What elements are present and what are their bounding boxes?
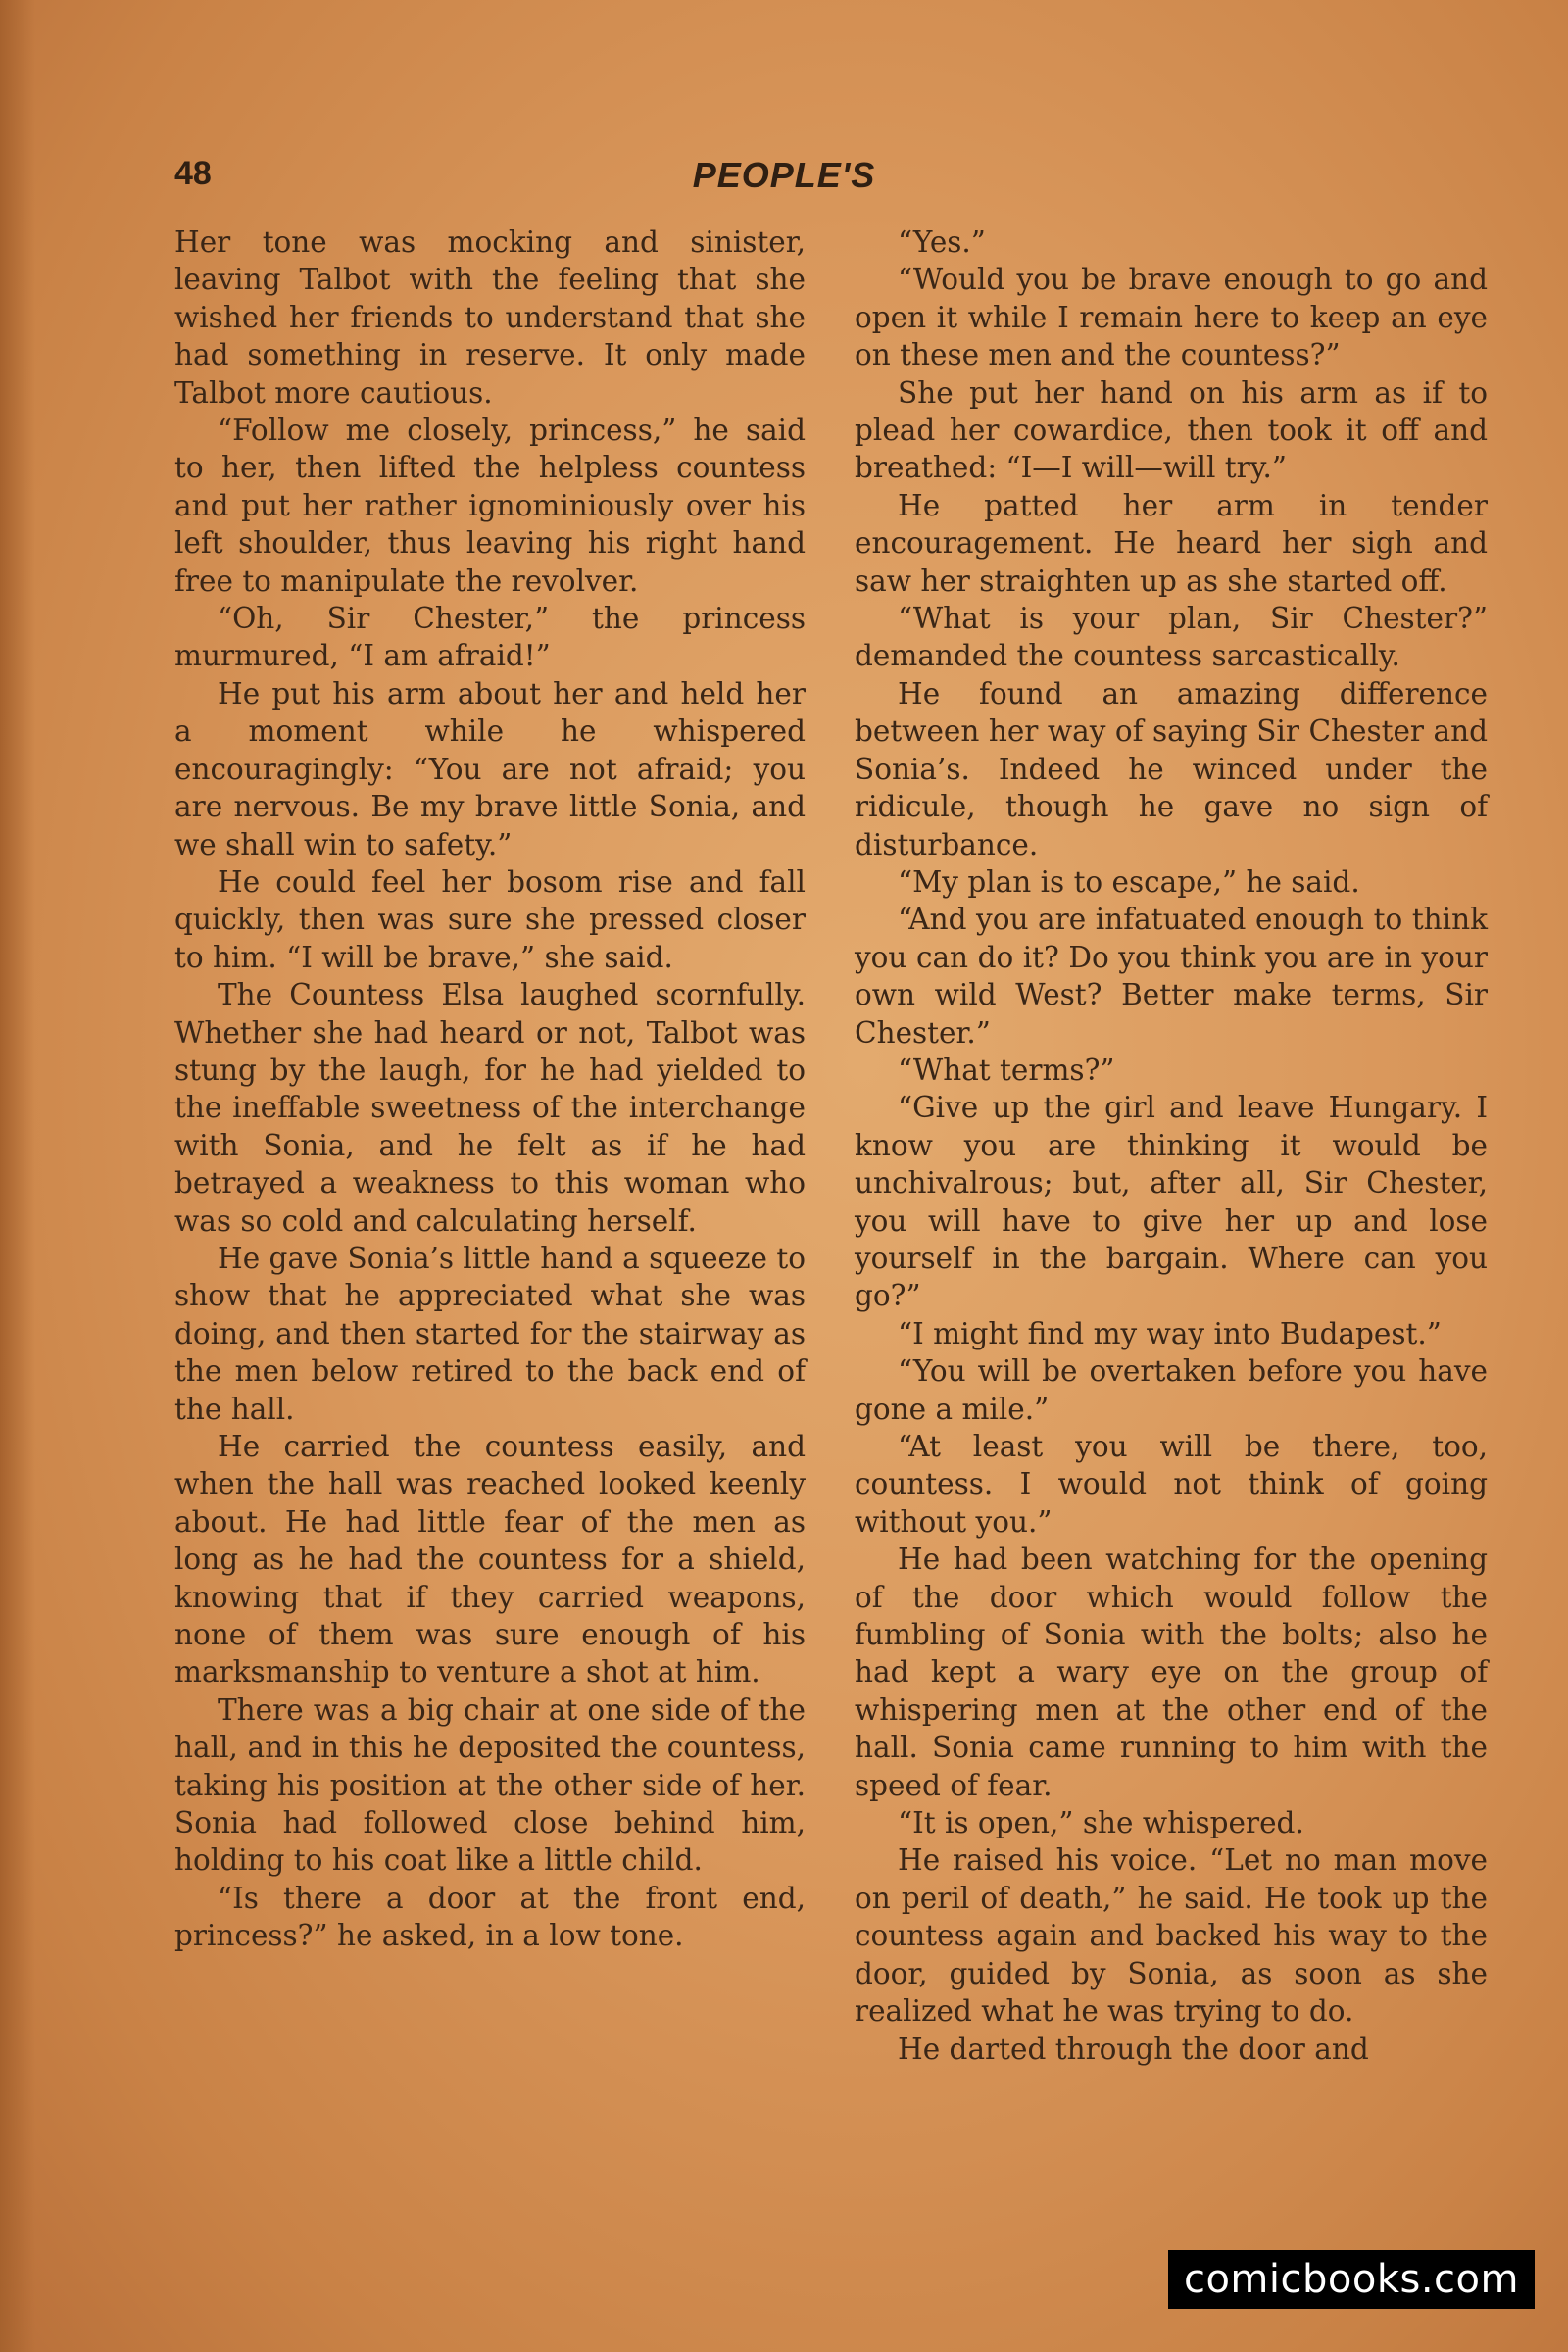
paragraph: “Is there a door at the front end, princess?” he asked, in a low tone. bbox=[174, 1881, 806, 1953]
paragraph: He could feel her bosom rise and fall quickly, then was sure she pressed closer to him. “I will be brave,” she said. bbox=[174, 864, 806, 974]
paragraph: He raised his voice. “Let no man move on peril of death,” he said. He took up the countess again and backed his way to the door, guided by Sonia, as soon as she realized what he was trying to do. bbox=[855, 1843, 1488, 2029]
paragraph: “My plan is to escape,” he said. bbox=[898, 864, 1360, 899]
paragraph: The Countess Elsa laughed scornfully. Whether she had heard or not, Talbot was stung by the laugh, for he had yielded to the ineffable sweetness of the interchange with Sonia, and he felt as if he had betrayed a weakness to this woman who was so cold and calculating herself. bbox=[174, 978, 806, 1238]
right-column bbox=[855, 223, 1488, 2068]
page-edge-shadow bbox=[0, 0, 35, 2352]
paragraph: He patted her arm in tender encouragement. He heard her sigh and saw her straighten up as she started off. bbox=[855, 488, 1488, 598]
paragraph: “What terms?” bbox=[898, 1053, 1115, 1087]
paragraph: Her tone was mocking and sinister, leaving Talbot with the feeling that she wished her friends to understand that she had something in reserve. It only made Talbot more cautious. bbox=[174, 225, 806, 410]
paragraph: “I might find my way into Budapest.” bbox=[898, 1316, 1442, 1350]
paragraph: He found an amazing difference between her way of saying Sir Chester and Sonia’s. Indeed he winced under the ridicule, though he gave no sign of disturbance. bbox=[855, 676, 1488, 861]
paragraph: He darted through the door and bbox=[898, 2032, 1369, 2066]
page-number: 48 bbox=[174, 155, 212, 192]
running-head: PEOPLE'S bbox=[692, 155, 876, 195]
paragraph: “You will be overtaken before you have gone a mile.” bbox=[855, 1354, 1488, 1426]
paragraph: “Would you be brave enough to go and open it while I remain here to keep an eye on these men and the countess?” bbox=[855, 263, 1488, 372]
paragraph: “Oh, Sir Chester,” the princess murmured, “I am afraid!” bbox=[174, 602, 806, 673]
paragraph: He put his arm about her and held her a moment while he whispered encouragingly: “You are not afraid; you are nervous. Be my brave little Sonia, and we shall win to safety.” bbox=[174, 676, 806, 861]
paragraph: He gave Sonia’s little hand a squeeze to show that he appreciated what she was doing, and then started for the stairway as the men below retired to the back end of the hall. bbox=[174, 1241, 807, 1426]
paragraph: He carried the countess easily, and when the hall was reached looked keenly about. He had little fear of the men as long as he had the countess for a shield, knowing that if they carried weapons, none of them was sure enough of his marksmanship to venture a shot at him. bbox=[174, 1430, 806, 1690]
paragraph: She put her hand on his arm as if to plead her cowardice, then took it off and breathed: “I—I will—will try.” bbox=[855, 375, 1488, 485]
paragraph: “It is open,” she whispered. bbox=[898, 1806, 1304, 1840]
paragraph: There was a big chair at one side of the hall, and in this he deposited the countess, taking his position at the other side of her. Sonia had followed close behind him, holding to his coat like a little child. bbox=[174, 1692, 806, 1878]
paragraph: “Give up the girl and leave Hungary. I know you are thinking it would be unchivalrous; but, after all, Sir Chester, you will have to give her up and lose yourself in the bargain. Where can you go?” bbox=[855, 1091, 1488, 1313]
paragraph: “Yes.” bbox=[898, 225, 986, 259]
paragraph: “What is your plan, Sir Chester?” demanded the countess sarcastically. bbox=[855, 602, 1488, 673]
paragraph: “And you are infatuated enough to think you can do it? Do you think you are in your own wild West? Better make terms, Sir Chester.” bbox=[855, 903, 1488, 1050]
watermark: comicbooks.com bbox=[1168, 2250, 1535, 2309]
left-column bbox=[174, 223, 806, 1955]
paragraph: “Follow me closely, princess,” he said to her, then lifted the helpless countess and put her rather ignominiously over his left shoulder, thus leaving his right hand free to manipulate the revolver. bbox=[174, 414, 806, 598]
paragraph: He had been watching for the opening of the door which would follow the fumbling of Sonia with the bolts; also he had kept a wary eye on the group of whispering men at the other end of the hall. Sonia came running to him with the speed of fear. bbox=[855, 1543, 1488, 1802]
paragraph: “At least you will be there, too, countess. I would not think of going without you.” bbox=[855, 1430, 1488, 1539]
